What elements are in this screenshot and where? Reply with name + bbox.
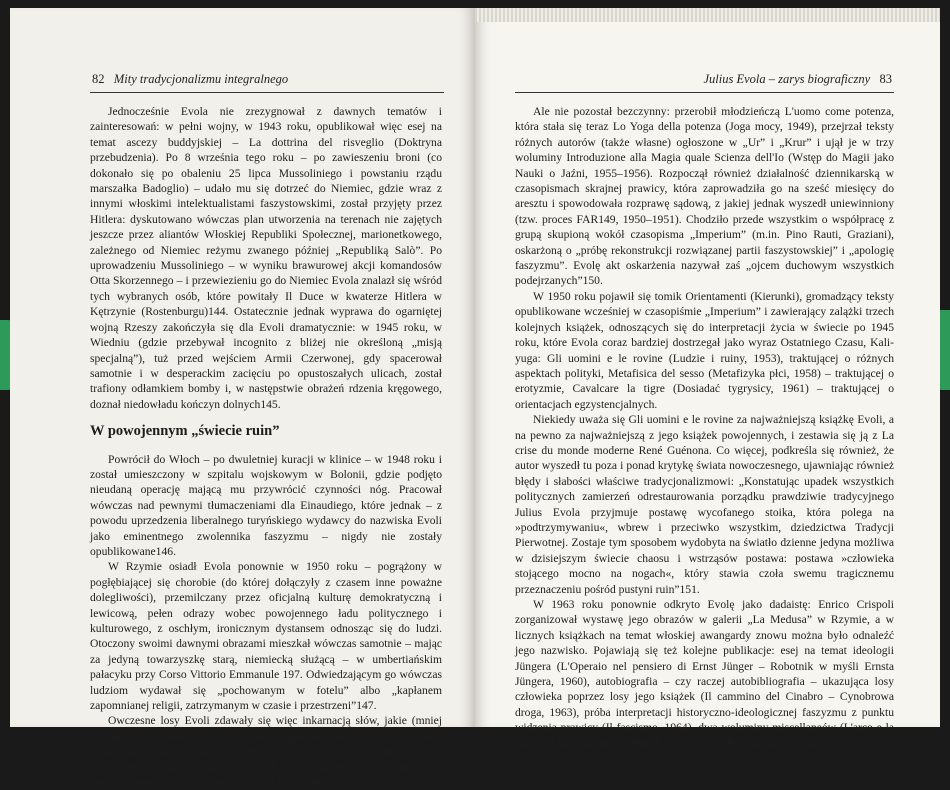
page-number: 83 [879, 72, 892, 86]
paragraph: Owczesne losy Evoli zdawały się więc inkarnacją słów, jakie (mniej więcej w tym okresie, w 1962 roku) wypowiedział – analizując cztery władze Apollona w prologu homeryckiej Iliady – Georges Dumézil: „Nie ma potrzeby troszczyć się o ciała tych, którzy przeżyli – jeśli nie liczyć zmycia plamy, która stała się przyczyną kary”148. [90, 714, 442, 790]
right-running-header [703, 72, 892, 87]
paragraph: W 1950 roku pojawił się tomik Orientamenti (Kierunki), gromadzący teksty opublikowane wcześniej w czasopiśmie „Imperium” i zawierający zalążki trzech kolejnych książek, odnoszących się do interpretacji życia w świecie po 1945 roku, które Evola coraz bardziej dostrzegał jako wyraz Ostatniego Czasu, Kali-yuga: Gli uomini e le rovine (Ludzie i ruiny, 1953), traktującej o różnych aspektach polityki, Metafisica del sesso (Metafizyka płci, 1958) – traktującej o erotyzmie, Cavalcare la tigre (Dosiadać tygrysicy, 1961) – traktującej o orientacjach egzystencjalnych. [515, 289, 894, 411]
running-title: Mity tradycjonalizmu integralnego [113, 72, 289, 86]
running-title: Julius Evola – zarys biograficzny [703, 72, 871, 86]
header-rule [90, 92, 444, 93]
right-page [475, 8, 940, 750]
paragraph: W 1963 roku ponownie odkryto Evolę jako dadaistę: Enrico Crispoli zorganizował wystawę jego obrazów w galerii „La Medusa” w Rzymie, a w licznych książkach na temat włoskiej awangardy znowu można było odnaleźć jego nazwisko. Pojawiają się też kolejne publikacje: esej na temat ideologii Jüngera (L'Operaio nel pensiero di Ernst Jünger – Robotnik w myśli Ernsta Jüngera, 1960), autobiografia – czy raczej autobibliografia – ukazująca losy człowieka poprzez losy jego książek (Il cammino del Cinabro – Cynobrowa droga, 1963), próba interpretacji historyczno-ideologicznej faszyzmu z punktu widzenia prawicy (Il fascismo, 1964), dwa woluminy miscellaneów (L'arco e la clava – Łuk i maczuga, 1968; Ricognizioni – Rozpoznania, 1974), a wreszcie [515, 598, 894, 750]
paragraph: Jednocześnie Evola nie zrezygnował z dawnych tematów i zainteresowań: w pełni wojny, w 1943 roku, opublikował więc esej na temat ascezy buddyjskiej – La dottrina del risveglio (Doktryna przebudzenia). Po 8 września tego roku – po zawieszeniu broni (co dokonało się po obaleniu 25 lipca Mussoliniego i powstaniu rządu marszałka Badoglio) – udało mu się dotrzeć do Niemiec, gdzie wraz z innymi włoskimi intelektualistami faszystowskimi, został przyjęty przez Hitlera: dyskutowano wówczas plan utworzenia na terenach nie zajętych jeszcze przez aliantów Włoskiej Republiki Społecznej, marionetkowego, zależnego od Niemiec reżymu zwanego później „Republiką Salò”. Po uprowadzeniu Mussoliniego – w wyniku brawurowej akcji komandosów Otta Skorzennego – i przewiezieniu go do Niemiec Evola znalazł się wśród tych wybranych osób, które powitały Il Duce w kwaterze Hitlera w Kętrzynie (Rostenburgu)144. Ostatecznie jednak wyprawa do ogarniętej wojną Rzeszy zakończyła się dla Evoli dramatycznie: w 1945 roku, w Wiedniu (gdzie przebywał incognito z bliżej nie określoną „misją specjalną”), tuż przed wejściem Armii Czerwonej, gdy spacerował samotnie i w desperackim zacięciu po opustoszałych ulicach, został trafiony odłamkiem bomby i, w następstwie obrażeń rdzenia kręgowego, doznał niedowładu kończyn dolnych145. [90, 105, 442, 411]
paragraph: Powrócił do Włoch – po dwuletniej kuracji w klinice – w 1948 roku i został umieszczony w szpitalu wojskowym w Bolonii, gdzie podjęto nieudaną operację mającą mu przywrócić czynności nóg. Pracował wówczas nad pewnymi tłumaczeniami dla Einaudiego, które jednak – z powodu uprzedzenia liberalnego turyńskiego wydawcy do nazwiska Evoli jako eminentnego zwolennika faszyzmu – nigdy nie zostały opublikowane146. [90, 452, 442, 558]
left-page [10, 8, 475, 790]
page-number: 82 [92, 72, 105, 86]
left-running-header [92, 72, 288, 87]
header-rule [515, 92, 894, 93]
section-heading: W powojennym „świecie ruin” [90, 423, 280, 440]
book-spread [10, 8, 940, 790]
paragraph: Ale nie pozostał bezczynny: przerobił młodzieńczą L'uomo come potenza, która stała się teraz Lo Yoga della potenza (Joga mocy, 1949), przejrzał teksty różnych autorów (także własne) ogłoszone w „Ur” i „Krur” i ujął je w trzy woluminy Introduzione alla Magia quale Scienza dell'Io (Wstęp do Magii jako Nauki o Jaźni, 1955–1956). Rozpoczął również działalność dziennikarską w czasopismach skrajnej prawicy, która zaprowadziła go na sześć miesięcy do aresztu i spowodowała rozprawę sądową, z jakiej jednak wyszedł uniewinniony (tzw. proces FAR149, 1950–1951). Chodziło przede wszystkim o współpracę z grupą skupioną wokół czasopisma „Imperium” (m.in. Pino Rauti, Graziani), oskarżoną o „próbę rekonstrukcji rozwiązanej partii faszystowskiej” i „apologię faszyzmu”. Evolę akt oskarżenia nazywał zaś „ojcem duchowym wszystkich podejrzanych”150. [515, 105, 894, 288]
paragraph: W Rzymie osiadł Evola ponownie w 1950 roku – pogrążony w pogłębiającej się chorobie (do której dołączyły z czasem inne poważne dolegliwości), przemilczany przez oficjalną kulturę demokratyczną i lewicową, pełen odrazy wobec powojennego ładu politycznego i kulturowego, z oschłym, ironicznym dystansem odnosząc się do ludzi. Otoczony swoimi dawnymi obrazami mieszkał wówczas samotnie – mając za jedyną towarzyszkę starą, niemiecką służącą – w umbertiańskim pałacyku przy Corso Vittorio Emmanule 197. Odwiedzającym go wówczas ludziom wydawał się „pochowanym w fotelu” albo „kapłanem zapomnianej religii, zatrzymanym w czasie i przestrzeni”147. [90, 560, 442, 713]
paragraph: Niekiedy uważa się Gli uomini e le rovine za najważniejszą książkę Evoli, a na pewno za najważniejszą z jego książek powojennych, i zestawia się ją z La crise du monde moderne René Guénona. Co więcej, podkreśla się również, że autor wyszedł tu poza i ponad krytykę świata nowoczesnego, ujawniając również błędy i słabości właściwe tradycjonalizmowi: „Konstatując upadek wszystkich politycznych zamierzeń odrestaurowania porządku prawdziwie tradycyjnego Julius Evola przyjmuje postawę wycofanego stoika, która polega na »podtrzymywaniu«, wbrew i przeciwko wszystkim, dziedzictwa Tradycji Pierwotnej. Zostaje tym sposobem wydobyta na światło dzienne jedyna możliwa w dzisiejszym świecie chaosu i wstrząsów postawa: postawa »człowieka stojącego mocno na nogach«, który stawia czoła swemu tragicznemu przeznaczeniu pośród pustyni ruin”151. [515, 413, 894, 596]
left-body-text [90, 104, 442, 790]
right-body-text [515, 104, 894, 751]
